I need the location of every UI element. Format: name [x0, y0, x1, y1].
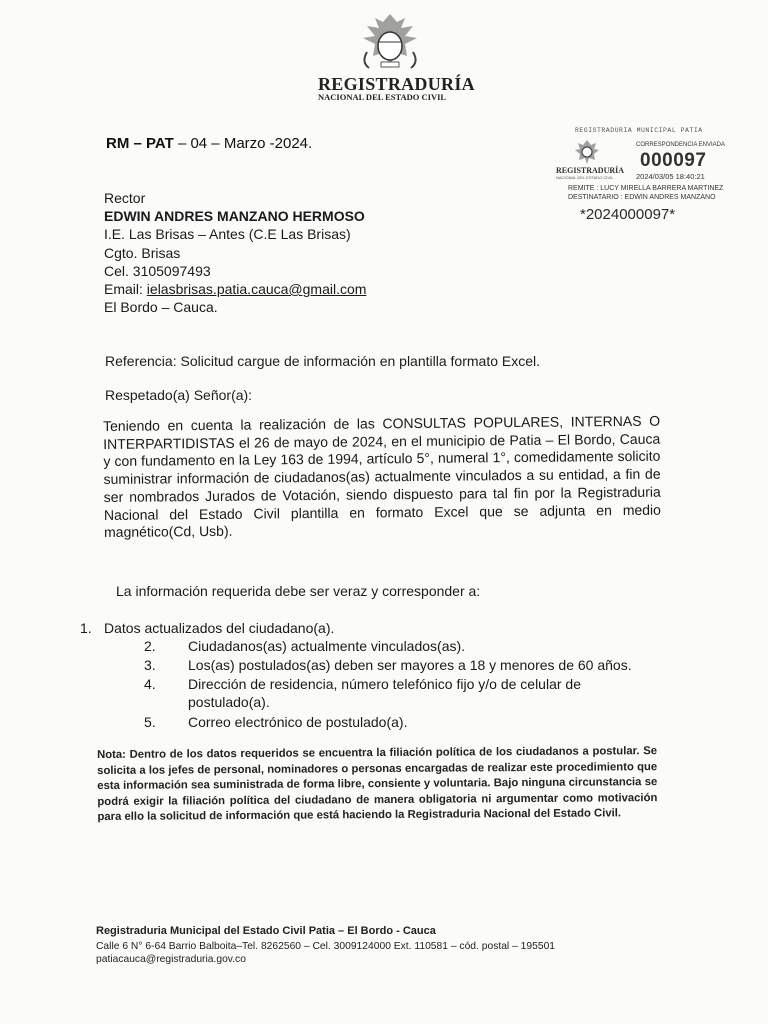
- list-item-number: 5.: [144, 714, 156, 730]
- subject-line: Referencia: Solicitud cargue de información en plantilla formato Excel.: [105, 353, 541, 369]
- list-item: [80, 619, 334, 637]
- stamp-remite: REMITE : LUCY MIRELLA BARRERA MARTINEZ: [568, 185, 724, 192]
- footer-office: Registraduria Municipal del Estado Civil Patia – El Bordo - Cauca: [96, 925, 436, 937]
- list-item-text: Dirección de residencia, número telefónico fijo y/o de celular de: [188, 676, 581, 692]
- stamp-org-sub: NACIONAL DEL ESTADO CIVIL: [556, 175, 614, 180]
- recipient-email-line: [104, 280, 366, 298]
- reference-date: – 04 – Marzo -2024.: [173, 135, 313, 152]
- salutation: Respetado(a) Señor(a):: [105, 387, 253, 403]
- reference-prefix: RM – PAT: [106, 135, 174, 152]
- list-item-number: 4.: [144, 676, 156, 692]
- recipient-institution: I.E. Las Brisas – Antes (C.E Las Brisas): [104, 226, 351, 243]
- list-item-text: Los(as) postulados(as) deben ser mayores a 18 y menores de 60 años.: [188, 657, 632, 673]
- recipient-phone: Cel. 3105097493: [104, 262, 211, 279]
- stamp-org: REGISTRADURÍA: [556, 166, 625, 175]
- recipient-role: Rector: [104, 190, 146, 206]
- list-item-number: 1.: [80, 620, 92, 636]
- org-title: REGISTRADURÍA: [318, 74, 475, 94]
- stamp-type: CORRESPONDENCIA ENVIADA: [636, 142, 726, 148]
- list-item-continuation: postulado(a).: [188, 694, 270, 710]
- recipient-email-label: Email:: [104, 281, 147, 298]
- org-subtitle: NACIONAL DEL ESTADO CIVIL: [318, 92, 447, 102]
- list-item-text: Correo electrónico de postulado(a).: [188, 714, 408, 730]
- recipient-block: [104, 189, 366, 316]
- document-reference-code: [106, 135, 312, 152]
- stamp-datetime: 2024/03/05 18:40:21: [636, 172, 705, 181]
- stamp-seal-icon: [573, 138, 601, 166]
- footer-address: Calle 6 N° 6-64 Barrio Balboita–Tel. 8262560 – Cel. 3009124000 Ext. 110581 – cód. postal – 195501: [96, 941, 556, 952]
- list-item: [144, 713, 407, 731]
- stamp-top-line: REGISTRADURIA MUNICIPAL PATIA: [575, 127, 703, 134]
- footer-email[interactable]: patiacauca@registraduria.gov.co: [96, 954, 246, 965]
- stamp-destinatario: DESTINATARIO : EDWIN ANDRES MANZANO: [568, 194, 716, 201]
- list-item-text: Datos actualizados del ciudadano(a).: [104, 620, 335, 636]
- recipient-email-link[interactable]: ielasbrisas.patia.cauca@gmail.com: [146, 281, 367, 298]
- list-item-text: Ciudadanos(as) actualmente vinculados(as).: [188, 638, 466, 654]
- recipient-place: Cgto. Brisas: [104, 244, 181, 261]
- list-item-number: 3.: [144, 657, 156, 673]
- list-item: [144, 656, 632, 674]
- stamp-number: 000097: [640, 150, 707, 171]
- note-paragraph: Nota: Dentro de los datos requeridos se encuentra la filiación política de los ciudadanos a postular. Se solicita a los jefes de personal, nominadores o personas encargadas de realizar este procedimiento que esta información sea suministrada de forma libre, consiente y voluntaria. Bajo ninguna circunstancia se podrá exigir la filiación política del ciudadano de manera obligatoria ni argumentar como motivación para ello la solicitud de información que está haciendo la Registraduria Nacional del Estado Civil.: [97, 745, 658, 823]
- stamp-barcode-text: *2024000097*: [580, 206, 676, 223]
- list-item: [144, 637, 465, 655]
- list-item: [144, 675, 581, 693]
- list-item-number: 2.: [144, 638, 156, 654]
- list-intro: La información requerida debe ser veraz y corresponder a:: [116, 583, 481, 599]
- body-paragraph: Teniendo en cuenta la realización de las CONSULTAS POPULARES, INTERNAS O INTERPARTIDISTAS el 26 de mayo de 2024, en el municipio de Patia – El Bordo, Cauca y con fundamento en la Ley 163 de 1994, artículo 5°, numeral 1°, comedidamente solicito suministrar información de ciudadanos(as) actualmente vinculados a su entidad, a fin de ser nombrados Jurados de Votación, siendo dispuesto para tal fin por la Registraduria Nacional del Estado Civil plantilla en formato Excel que se adjunta en medio magnético(Cd, Usb).: [103, 412, 661, 541]
- recipient-city: El Bordo – Cauca.: [104, 299, 218, 316]
- national-coat-of-arms-logo: [355, 12, 425, 78]
- recipient-name: EDWIN ANDRES MANZANO HERMOSO: [104, 208, 365, 225]
